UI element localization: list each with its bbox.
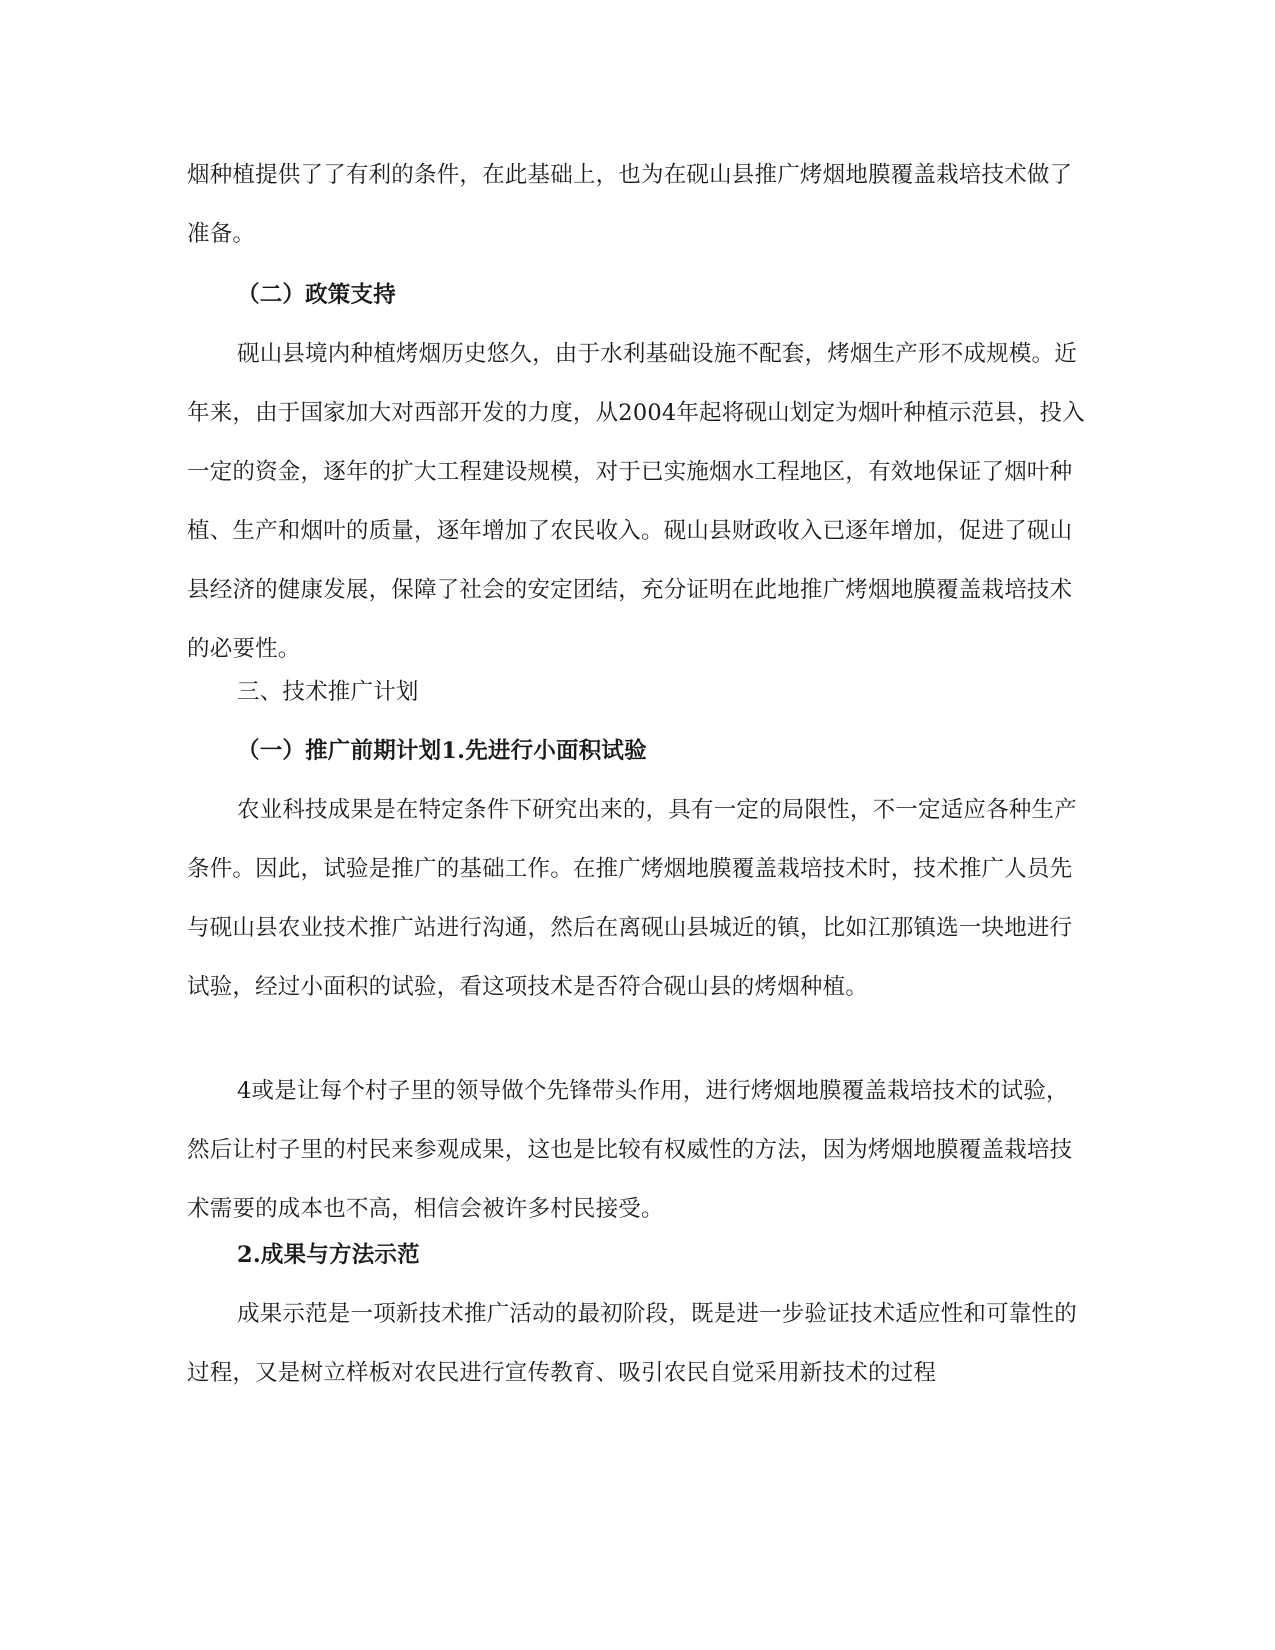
paragraph-continuation: 烟种植提供了了有利的条件，在此基础上，也为在砚山县推广烤烟地膜覆盖栽培技术做了准备。: [187, 162, 1073, 247]
heading-demonstration: 2.成果与方法示范: [237, 1242, 420, 1268]
paragraph-demonstration: 成果示范是一项新技术推广活动的最初阶段，既是进一步验证技术适应性和可靠性的过程，又是树立样板对农民进行宣传教育、吸引农民自觉采用新技术的过程: [187, 1301, 1077, 1386]
paragraph-policy-support: 砚山县境内种植烤烟历史悠久，由于水利基础设施不配套，烤烟生产形不成规模。近年来，由于国家加大对西部开发的力度，从2004年起将砚山划定为烟叶种植示范县，投入一定的资金，逐年的扩大工程建设规模，对于已实施烟水工程地区，有效地保证了烟叶种植、生产和烟叶的质量，逐年增加了农民收入。砚山县财政收入已逐年增加，促进了砚山县经济的健康发展，保障了社会的安定团结，充分证明在此地推广烤烟地膜覆盖栽培技术的必要性。: [187, 341, 1085, 662]
heading-policy-support: （二）政策支持: [237, 282, 396, 308]
heading-tech-promotion-plan: 三、技术推广计划: [237, 679, 419, 705]
heading-early-plan: （一）推广前期计划1.先进行小面积试验: [237, 738, 647, 764]
paragraph-early-plan: 农业科技成果是在特定条件下研究出来的，具有一定的局限性，不一定适应各种生产条件。因此，试验是推广的基础工作。在推广烤烟地膜覆盖栽培技术时，技术推广人员先与砚山县农业技术推广站进行沟通，然后在离砚山县城近的镇，比如江那镇选一块地进行试验，经过小面积的试验，看这项技术是否符合砚山县的烤烟种植。: [187, 797, 1077, 1000]
paragraph-village-leaders: 4或是让每个村子里的领导做个先锋带头作用，进行烤烟地膜覆盖栽培技术的试验，然后让村子里的村民来参观成果，这也是比较有权威性的方法，因为烤烟地膜覆盖栽培技术需要的成本也不高，相信会被许多村民接受。: [187, 1078, 1073, 1222]
